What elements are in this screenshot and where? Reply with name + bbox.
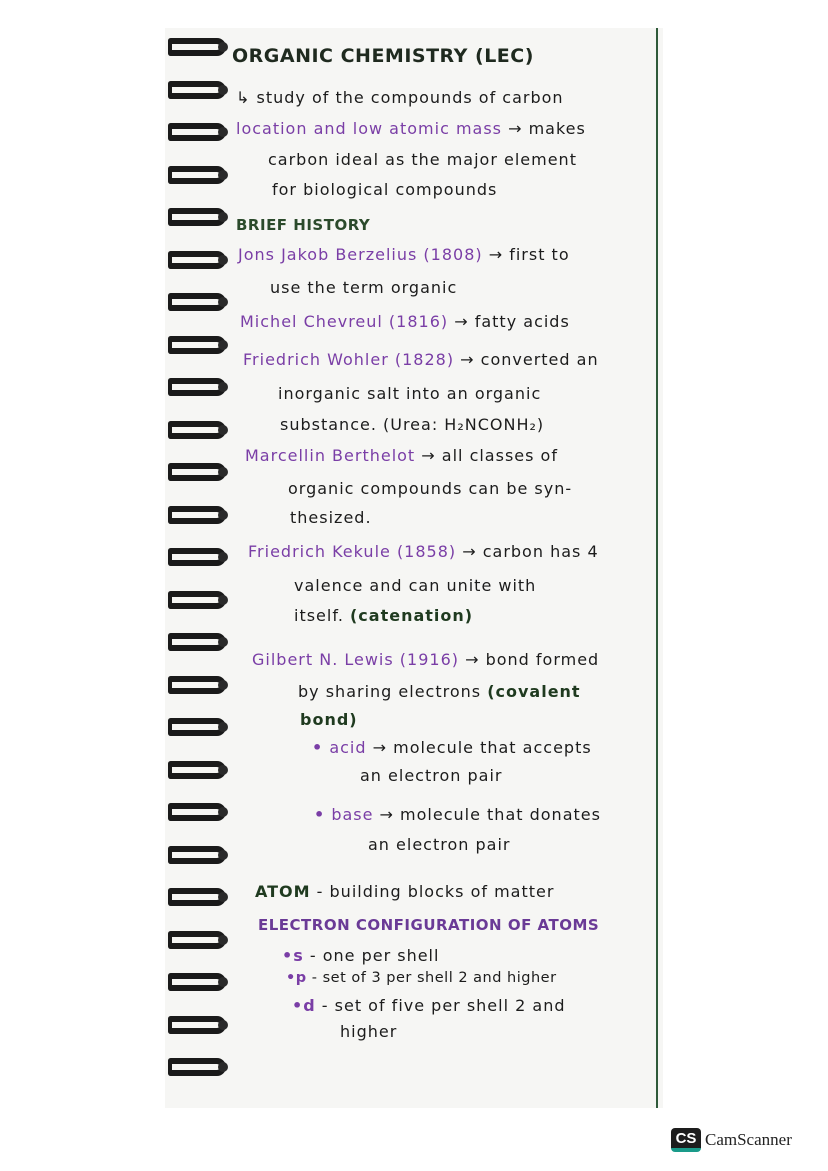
spiral-ring — [168, 251, 230, 271]
covalent-term: (covalent — [487, 682, 581, 701]
intro-line-4: for biological compounds — [272, 180, 498, 199]
binding-hole — [218, 637, 228, 647]
berthelot-entry — [245, 446, 558, 465]
spiral-ring — [168, 463, 230, 483]
spiral-ring — [168, 676, 230, 696]
orbital-d — [292, 996, 565, 1015]
spiral-ring — [168, 846, 230, 866]
lewis-line-2-plain: by sharing electrons — [298, 682, 488, 701]
berthelot-rest: → all classes of — [415, 446, 558, 465]
binding-hole — [218, 85, 228, 95]
base-entry — [314, 805, 601, 824]
orbital-p-letter: p — [295, 970, 307, 986]
wohler-line-3: substance. (Urea: H₂NCONH₂) — [280, 415, 545, 434]
base-term: base — [331, 805, 374, 824]
spiral-ring — [168, 208, 230, 228]
binding-hole — [218, 425, 228, 435]
kekule-line-2: valence and can unite with — [294, 576, 537, 595]
spiral-ring — [168, 591, 230, 611]
orbital-p-bullet: • — [286, 970, 296, 986]
orbital-s-bullet: • — [282, 946, 294, 965]
orbital-d-bullet: • — [292, 996, 304, 1015]
spiral-ring — [168, 761, 230, 781]
kekule-name: Friedrich Kekule (1858) — [248, 542, 457, 561]
berzelius-name: Jons Jakob Berzelius (1808) — [238, 245, 483, 264]
berthelot-line-2: organic compounds can be syn- — [288, 479, 573, 498]
spiral-ring — [168, 81, 230, 101]
chevreul-name: Michel Chevreul (1816) — [240, 312, 449, 331]
berzelius-line-2: use the term organic — [270, 278, 458, 297]
spiral-ring — [168, 633, 230, 653]
camscanner-watermark — [671, 1128, 792, 1152]
spiral-ring — [168, 378, 230, 398]
binding-hole — [218, 255, 228, 265]
binding-hole — [218, 212, 228, 222]
orbital-d-letter: d — [303, 996, 316, 1015]
binding-hole — [218, 850, 228, 860]
acid-entry — [312, 738, 592, 757]
binding-hole — [218, 170, 228, 180]
spiral-ring — [168, 1058, 230, 1078]
base-line-2: an electron pair — [368, 835, 511, 854]
atom-term: ATOM — [255, 882, 311, 901]
lewis-entry — [252, 650, 599, 669]
binding-hole — [218, 1020, 228, 1030]
berthelot-name: Marcellin Berthelot — [245, 446, 416, 465]
chevreul-rest: → fatty acids — [448, 312, 570, 331]
electron-config-heading: ELECTRON CONFIGURATION OF ATOMS — [258, 916, 600, 934]
acid-bullet: • — [312, 738, 324, 757]
catenation-term: (catenation) — [349, 606, 474, 625]
binding-hole — [218, 892, 228, 902]
spiral-ring — [168, 421, 230, 441]
binding-hole — [218, 680, 228, 690]
orbital-s-letter: s — [293, 946, 304, 965]
wohler-rest: → converted an — [454, 350, 599, 369]
spiral-ring — [168, 166, 230, 186]
orbital-p-text: - set of 3 per shell 2 and higher — [306, 970, 557, 986]
binding-hole — [218, 127, 228, 137]
base-bullet: • — [314, 805, 326, 824]
chevreul-entry — [240, 312, 570, 331]
spiral-ring — [168, 293, 230, 313]
binding-hole — [218, 297, 228, 307]
spiral-binding — [168, 38, 238, 1098]
lewis-rest: → bond formed — [459, 650, 600, 669]
kekule-line-3-plain: itself. — [294, 606, 350, 625]
acid-rest: → molecule that accepts — [366, 738, 592, 757]
atom-entry — [255, 882, 554, 901]
orbital-p — [286, 970, 557, 986]
atom-rest: - building blocks of matter — [310, 882, 555, 901]
orbital-s-text: - one per shell — [303, 946, 440, 965]
lewis-line-2 — [298, 682, 581, 701]
intro-line-2-rest: → makes — [502, 119, 586, 138]
orbital-d-text: - set of five per shell 2 and — [315, 996, 566, 1015]
binding-hole — [218, 935, 228, 945]
camscanner-logo: CS — [671, 1128, 701, 1152]
acid-line-2: an electron pair — [360, 766, 503, 785]
kekule-line-3 — [294, 606, 473, 625]
intro-highlight: location and low atomic mass — [236, 119, 503, 138]
berthelot-line-3: thesized. — [290, 508, 372, 527]
berzelius-entry — [238, 245, 570, 264]
kekule-entry — [248, 542, 599, 561]
intro-line-3: carbon ideal as the major element — [268, 150, 577, 169]
spiral-ring — [168, 336, 230, 356]
spiral-ring — [168, 973, 230, 993]
wohler-line-2: inorganic salt into an organic — [278, 384, 542, 403]
spiral-ring — [168, 931, 230, 951]
binding-hole — [218, 42, 228, 52]
intro-line-1: ↳ study of the compounds of carbon — [236, 88, 564, 107]
binding-hole — [218, 340, 228, 350]
page-title: ORGANIC CHEMISTRY (LEC) — [232, 45, 534, 67]
spiral-ring — [168, 888, 230, 908]
lewis-line-3: bond) — [300, 710, 358, 729]
binding-hole — [218, 382, 228, 392]
binding-hole — [218, 807, 228, 817]
spiral-ring — [168, 1016, 230, 1036]
kekule-rest: → carbon has 4 — [456, 542, 599, 561]
wohler-entry — [243, 350, 599, 369]
page-margin-line — [656, 28, 658, 1108]
binding-hole — [218, 977, 228, 987]
spiral-ring — [168, 38, 230, 58]
camscanner-text: CamScanner — [705, 1130, 792, 1149]
spiral-ring — [168, 718, 230, 738]
binding-hole — [218, 510, 228, 520]
binding-hole — [218, 722, 228, 732]
spiral-ring — [168, 123, 230, 143]
binding-hole — [218, 1062, 228, 1072]
orbital-d-line-2: higher — [340, 1022, 398, 1041]
spiral-ring — [168, 548, 230, 568]
orbital-s — [282, 946, 439, 965]
binding-hole — [218, 467, 228, 477]
wohler-name: Friedrich Wohler (1828) — [243, 350, 455, 369]
base-rest: → molecule that donates — [373, 805, 601, 824]
spiral-ring — [168, 803, 230, 823]
binding-hole — [218, 552, 228, 562]
berzelius-rest: → first to — [482, 245, 570, 264]
binding-hole — [218, 595, 228, 605]
binding-hole — [218, 765, 228, 775]
intro-line-2 — [236, 119, 586, 138]
lewis-name: Gilbert N. Lewis (1916) — [252, 650, 459, 669]
spiral-ring — [168, 506, 230, 526]
brief-history-heading: BRIEF HISTORY — [236, 216, 371, 234]
acid-term: acid — [329, 738, 367, 757]
